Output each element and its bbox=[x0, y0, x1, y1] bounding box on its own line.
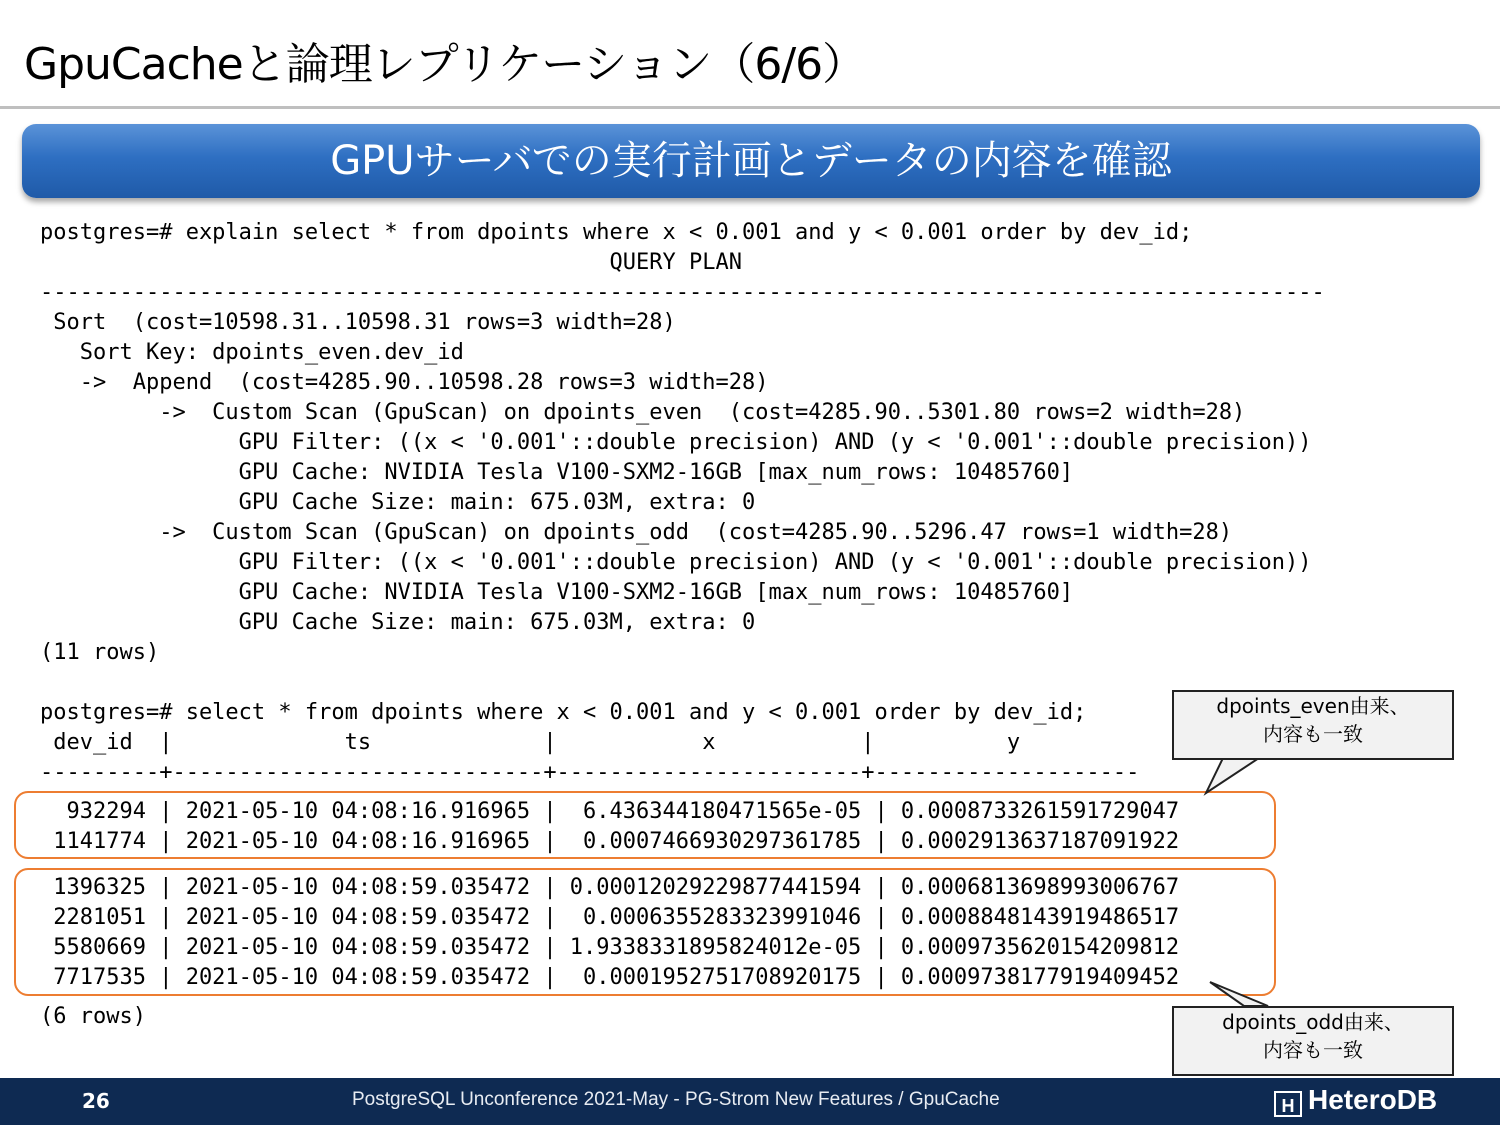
callout-odd: dpoints_odd由来、 内容も一致 bbox=[1172, 1006, 1454, 1076]
heterodb-logo-icon: H bbox=[1274, 1091, 1302, 1117]
explain-line: GPU Cache Size: main: 675.03M, extra: 0 bbox=[40, 490, 756, 515]
section-banner: GPUサーバでの実行計画とデータの内容を確認 bbox=[22, 124, 1480, 198]
heterodb-logo-text: HeteroDB bbox=[1308, 1084, 1438, 1115]
heterodb-logo bbox=[1274, 1084, 1437, 1117]
callout-odd-pointer bbox=[1210, 982, 1268, 1006]
explain-line: QUERY PLAN bbox=[40, 250, 742, 275]
explain-line: ---------+----------------------------+-----------------------+-------------------- bbox=[40, 760, 1140, 785]
result-row-line: 932294 | 2021-05-10 04:08:16.916965 | 6.436344180471565e-05 | 0.0008733261591729047 bbox=[40, 799, 1180, 824]
explain-line: postgres=# explain select * from dpoints where x < 0.001 and y < 0.001 order by dev_id; bbox=[40, 220, 1193, 245]
explain-line: (11 rows) bbox=[40, 640, 160, 665]
explain-line: GPU Filter: ((x < '0.001'::double precision) AND (y < '0.001'::double precision)) bbox=[40, 550, 1312, 575]
explain-line: postgres=# select * from dpoints where x < 0.001 and y < 0.001 order by dev_id; bbox=[40, 700, 1087, 725]
explain-line: -> Append (cost=4285.90..10598.28 rows=3 width=28) bbox=[40, 370, 769, 395]
callout-even: dpoints_even由来、 内容も一致 bbox=[1172, 690, 1454, 760]
explain-line: dev_id | ts | x | y bbox=[40, 730, 1021, 755]
page-number: 26 bbox=[82, 1089, 110, 1113]
explain-line: GPU Filter: ((x < '0.001'::double precision) AND (y < '0.001'::double precision)) bbox=[40, 430, 1312, 455]
explain-line: ------------------------------------------------------------------------------------------------- bbox=[40, 280, 1325, 305]
result-row-line: 1396325 | 2021-05-10 04:08:59.035472 | 0.00012029229877441594 | 0.0006813698993006767 bbox=[40, 875, 1180, 900]
explain-line: GPU Cache: NVIDIA Tesla V100-SXM2-16GB [max_num_rows: 10485760] bbox=[40, 580, 1074, 605]
explain-line: Sort (cost=10598.31..10598.31 rows=3 width=28) bbox=[40, 310, 676, 335]
result-row-line: 7717535 | 2021-05-10 04:08:59.035472 | 0.0001952751708920175 | 0.0009738177919409452 bbox=[40, 965, 1180, 990]
explain-line: -> Custom Scan (GpuScan) on dpoints_even (cost=4285.90..5301.80 rows=2 width=28) bbox=[40, 400, 1246, 425]
result-row-line: 1141774 | 2021-05-10 04:08:16.916965 | 0.0007466930297361785 | 0.0002913637187091922 bbox=[40, 829, 1180, 854]
result-row-line: 2281051 | 2021-05-10 04:08:59.035472 | 0.0006355283323991046 | 0.0008848143919486517 bbox=[40, 905, 1180, 930]
explain-line: -> Custom Scan (GpuScan) on dpoints_odd (cost=4285.90..5296.47 rows=1 width=28) bbox=[40, 520, 1233, 545]
callout-even-pointer bbox=[1206, 756, 1262, 793]
explain-line: GPU Cache Size: main: 675.03M, extra: 0 bbox=[40, 610, 756, 635]
row-count: (6 rows) bbox=[40, 1004, 146, 1029]
slide-title: GpuCacheと論理レプリケーション（6/6） bbox=[24, 39, 866, 90]
result-row-line: 5580669 | 2021-05-10 04:08:59.035472 | 1.9338331895824012e-05 | 0.0009735620154209812 bbox=[40, 935, 1180, 960]
footer-text: PostgreSQL Unconference 2021-May - PG-Strom New Features / GpuCache bbox=[352, 1089, 1000, 1110]
explain-line: GPU Cache: NVIDIA Tesla V100-SXM2-16GB [max_num_rows: 10485760] bbox=[40, 460, 1074, 485]
explain-line: Sort Key: dpoints_even.dev_id bbox=[40, 340, 464, 365]
